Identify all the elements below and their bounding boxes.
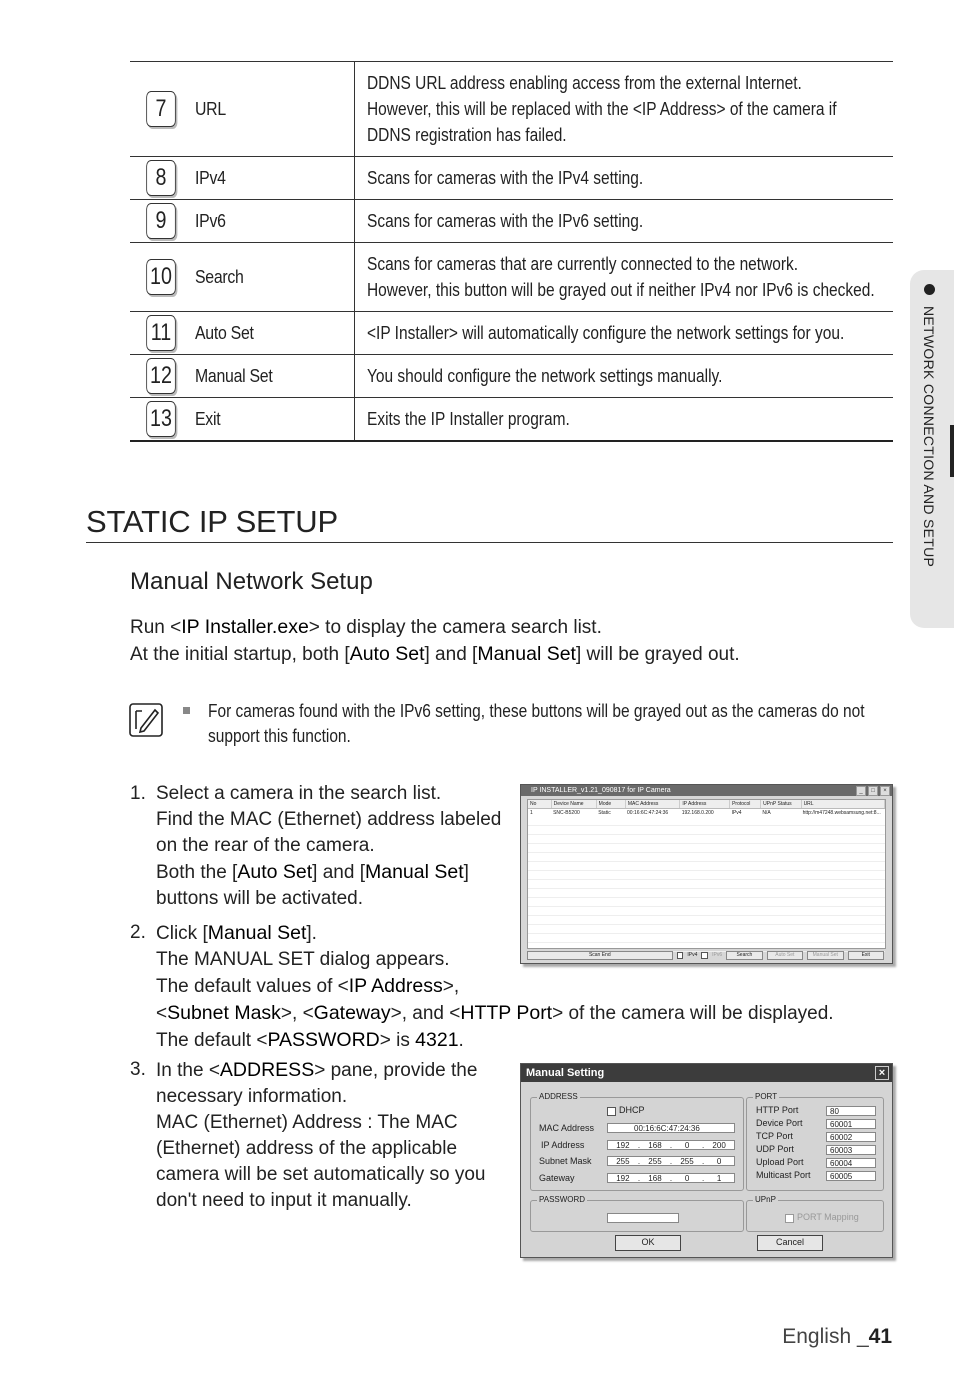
empty-row bbox=[528, 844, 885, 853]
feature-name: Exit bbox=[195, 408, 221, 429]
cell: IPv4 bbox=[731, 810, 742, 816]
empty-row bbox=[528, 835, 885, 844]
empty-row bbox=[528, 934, 885, 943]
password-field[interactable] bbox=[607, 1213, 679, 1223]
octet: 168 bbox=[648, 1141, 662, 1150]
description-line: <IP Installer> will automatically configure the network settings for you. bbox=[367, 323, 845, 343]
column-header[interactable]: MAC Address bbox=[626, 800, 680, 808]
column-header[interactable]: Protocol bbox=[730, 800, 761, 808]
table-row bbox=[130, 157, 893, 200]
octet-separator: . bbox=[637, 1141, 641, 1150]
ipv4-checkbox[interactable] bbox=[677, 952, 684, 959]
port-field[interactable]: 60001 bbox=[826, 1119, 876, 1129]
port-label: Upload Port bbox=[756, 1157, 804, 1167]
description-line: Scans for cameras with the IPv6 setting. bbox=[367, 211, 644, 231]
feature-description-cell bbox=[355, 62, 925, 156]
cell: http://m47248.websamsung.net:8... bbox=[802, 810, 881, 816]
empty-row bbox=[528, 817, 885, 826]
port-label: UDP Port bbox=[756, 1144, 794, 1154]
octet: 255 bbox=[680, 1157, 694, 1166]
feature-name-cell bbox=[130, 62, 355, 156]
octet: 192 bbox=[616, 1141, 630, 1150]
subnet-label: Subnet Mask bbox=[539, 1156, 592, 1166]
octet-separator: . bbox=[669, 1157, 673, 1166]
ipv6-checkbox[interactable] bbox=[701, 952, 708, 959]
feature-name: Manual Set bbox=[195, 365, 273, 386]
cell: SNC-B5200 bbox=[553, 810, 580, 816]
table-row bbox=[130, 398, 893, 442]
callout-number: 11 bbox=[146, 315, 176, 351]
callout-number: 7 bbox=[146, 91, 176, 127]
empty-row bbox=[528, 871, 885, 880]
octet: 0 bbox=[716, 1157, 722, 1166]
installer-title-bar: IP INSTALLER_v1.21_090817 for IP Camera _ □ × bbox=[521, 785, 892, 796]
dhcp-label: DHCP bbox=[619, 1105, 645, 1115]
port-label: Device Port bbox=[756, 1118, 803, 1128]
port-label: Multicast Port bbox=[756, 1170, 811, 1180]
note-pencil-icon bbox=[129, 703, 163, 737]
step-2: 2. Click [Manual Set]. The MANUAL SET dialog appears. The default values of <IP Address>, <Subnet Mask>, <Gateway>, and <HTTP Port> of the camera will be displayed. The default <PASSWORD> is 4321. bbox=[130, 922, 834, 1051]
exit-button[interactable]: Exit bbox=[848, 951, 884, 960]
feature-name-cell bbox=[130, 312, 355, 354]
octet: 192 bbox=[616, 1174, 630, 1183]
port-label: TCP Port bbox=[756, 1131, 793, 1141]
chapter-label: NETWORK CONNECTION AND SETUP bbox=[921, 306, 937, 568]
empty-row bbox=[528, 826, 885, 835]
octet-separator: . bbox=[701, 1157, 705, 1166]
port-field[interactable]: 60004 bbox=[826, 1158, 876, 1168]
feature-name: Auto Set bbox=[195, 322, 254, 343]
description-line: You should configure the network settings manually. bbox=[367, 366, 723, 386]
empty-row bbox=[528, 880, 885, 889]
cell: 1 bbox=[530, 810, 533, 816]
subnet-mask-field[interactable] bbox=[607, 1156, 735, 1166]
feature-description-cell bbox=[355, 157, 893, 199]
subsection-title: Manual Network Setup bbox=[130, 568, 373, 595]
close-icon[interactable]: × bbox=[880, 786, 890, 796]
feature-name: IPv6 bbox=[195, 210, 226, 231]
section-title: STATIC IP SETUP bbox=[86, 504, 338, 539]
feature-name-cell bbox=[130, 243, 355, 311]
search-button[interactable]: Search bbox=[726, 951, 762, 960]
note-bullet bbox=[183, 707, 190, 714]
feature-name-cell bbox=[130, 355, 355, 397]
empty-row bbox=[528, 916, 885, 925]
mac-label: MAC Address bbox=[539, 1123, 595, 1133]
octet-separator: . bbox=[669, 1174, 673, 1183]
cell: 192.168.0.200 bbox=[681, 810, 714, 816]
port-field[interactable]: 60005 bbox=[826, 1171, 876, 1181]
gateway-field[interactable] bbox=[607, 1173, 735, 1183]
octet-separator: . bbox=[701, 1174, 705, 1183]
port-mapping-checkbox[interactable] bbox=[785, 1214, 794, 1223]
minimize-icon[interactable]: _ bbox=[856, 786, 866, 796]
camera-search-list[interactable] bbox=[527, 799, 886, 949]
column-header[interactable]: Device Name bbox=[552, 800, 597, 808]
status-field: Scan End bbox=[527, 951, 673, 960]
description-line: However, this will be replaced with the <IP Address> of the camera if bbox=[367, 99, 837, 119]
description-line: Scans for cameras that are currently connected to the network. bbox=[367, 254, 799, 274]
ipv6-label: IPv6 bbox=[712, 952, 723, 958]
callout-number: 9 bbox=[146, 203, 176, 239]
column-header[interactable]: URL bbox=[802, 800, 885, 808]
manual-set-button[interactable]: Manual Set bbox=[807, 951, 843, 960]
ip-label: IP Address bbox=[541, 1140, 585, 1150]
page-footer: English _41 bbox=[782, 1325, 892, 1348]
port-field[interactable]: 60003 bbox=[826, 1145, 876, 1155]
feature-name: IPv4 bbox=[195, 167, 226, 188]
octet: 255 bbox=[648, 1157, 662, 1166]
step-1: 1. Select a camera in the search list. Find the MAC (Ethernet) address labeled on the rear of the camera. Both the [Auto Set] and [Manual Set] buttons will be activated. bbox=[130, 783, 502, 909]
ipv4-label: IPv4 bbox=[687, 952, 698, 958]
description-line: DDNS URL address enabling access from the external Internet. bbox=[367, 73, 802, 93]
cancel-button[interactable]: Cancel bbox=[757, 1235, 823, 1251]
intro-paragraph: Run <IP Installer.exe> to display the camera search list. At the initial startup, both [Auto Set] and [Manual Set] will be grayed out. bbox=[130, 616, 740, 665]
feature-description-cell bbox=[355, 312, 934, 354]
column-header[interactable]: Mode bbox=[597, 800, 626, 808]
port-pane: PORT HTTP Port 80 Device Port 60001 TCP Port 60002 UDP Port 60003 Upload Port 60004 Multicast Port 60005 bbox=[746, 1097, 884, 1191]
feature-table bbox=[130, 61, 893, 442]
callout-number: 12 bbox=[146, 358, 176, 394]
feature-name-cell bbox=[130, 157, 355, 199]
table-row[interactable] bbox=[528, 809, 885, 817]
table-row bbox=[130, 200, 893, 243]
maximize-icon[interactable]: □ bbox=[868, 786, 878, 796]
callout-number: 13 bbox=[146, 401, 176, 437]
description-line: Scans for cameras with the IPv4 setting. bbox=[367, 168, 644, 188]
empty-row bbox=[528, 889, 885, 898]
password-pane: PASSWORD bbox=[530, 1200, 744, 1232]
callout-number: 10 bbox=[146, 259, 176, 295]
description-line: Exits the IP Installer program. bbox=[367, 409, 570, 429]
octet-separator: . bbox=[637, 1174, 641, 1183]
section-divider bbox=[86, 542, 893, 543]
manual-setting-dialog bbox=[520, 1063, 893, 1258]
feature-description-cell bbox=[355, 200, 893, 242]
feature-name-cell bbox=[130, 200, 355, 242]
empty-row bbox=[528, 925, 885, 934]
gateway-label: Gateway bbox=[539, 1173, 575, 1183]
octet: 0 bbox=[684, 1174, 690, 1183]
octet: 0 bbox=[684, 1141, 690, 1150]
octet: 200 bbox=[712, 1141, 726, 1150]
port-label: HTTP Port bbox=[756, 1105, 799, 1115]
close-icon[interactable]: × bbox=[875, 1066, 889, 1080]
mac-address-field: 00:16:6C:47:24:36 bbox=[607, 1123, 735, 1133]
feature-description-cell bbox=[355, 398, 893, 440]
column-header[interactable]: No bbox=[528, 800, 552, 808]
feature-name: Search bbox=[195, 266, 244, 287]
feature-description-cell bbox=[355, 243, 954, 311]
empty-row bbox=[528, 907, 885, 916]
cell: N/A bbox=[762, 810, 771, 816]
empty-row bbox=[528, 853, 885, 862]
table-row bbox=[130, 312, 893, 355]
cell: 00:16:6C:47:24:36 bbox=[627, 810, 669, 816]
dialog-title-bar: Manual Setting × bbox=[521, 1064, 892, 1082]
dhcp-checkbox[interactable] bbox=[607, 1107, 616, 1116]
callout-number: 8 bbox=[146, 160, 176, 196]
port-field[interactable]: 80 bbox=[826, 1106, 876, 1116]
bullet-dot-icon bbox=[924, 284, 935, 295]
octet: 168 bbox=[648, 1174, 662, 1183]
step-3: 3. In the <ADDRESS> pane, provide the necessary information. MAC (Ethernet) Address : The MAC (Ethernet) address of the applicable camera will be set automatically so you don't need to input it manually. bbox=[130, 1059, 486, 1211]
ip-installer-window bbox=[520, 784, 893, 964]
octet: 1 bbox=[716, 1174, 722, 1183]
note-text: For cameras found with the IPv6 setting, these buttons will be grayed out as the cameras do not support this function. bbox=[183, 699, 954, 749]
port-mapping-label: PORT Mapping bbox=[797, 1212, 859, 1222]
description-line: However, this button will be grayed out if neither IPv4 nor IPv6 is checked. bbox=[367, 280, 875, 300]
page-number: 41 bbox=[868, 1325, 892, 1348]
cell: Static bbox=[598, 810, 611, 816]
chapter-marker bbox=[950, 425, 954, 477]
feature-name: URL bbox=[195, 98, 226, 119]
empty-row bbox=[528, 862, 885, 871]
octet: 255 bbox=[616, 1157, 630, 1166]
table-row bbox=[130, 355, 893, 398]
feature-description-cell bbox=[355, 355, 893, 397]
feature-name-cell bbox=[130, 398, 355, 440]
column-header[interactable]: IP Address bbox=[680, 800, 730, 808]
octet-separator: . bbox=[669, 1141, 673, 1150]
port-field[interactable]: 60002 bbox=[826, 1132, 876, 1142]
table-row bbox=[130, 243, 893, 312]
installer-button-bar bbox=[527, 950, 884, 960]
table-row bbox=[130, 62, 893, 157]
auto-set-button[interactable]: Auto Set bbox=[767, 951, 803, 960]
description-line: DDNS registration has failed. bbox=[367, 125, 567, 145]
list-header bbox=[528, 800, 885, 809]
octet-separator: . bbox=[701, 1141, 705, 1150]
address-pane: ADDRESS DHCP MAC Address IP Address Subnet Mask Gateway 00:16:6C:47:24:36 192 . 168 . 0 . 200 255 . 255 . 255 . 0 192 . 168 . 0 . 1 bbox=[530, 1097, 744, 1191]
empty-row bbox=[528, 898, 885, 907]
ok-button[interactable]: OK bbox=[615, 1235, 681, 1251]
upnp-pane: UPnP PORT Mapping bbox=[746, 1200, 884, 1232]
ip-address-field[interactable] bbox=[607, 1140, 735, 1150]
chapter-side-tab bbox=[910, 270, 954, 628]
octet-separator: . bbox=[637, 1157, 641, 1166]
column-header[interactable]: UPnP Status bbox=[761, 800, 801, 808]
